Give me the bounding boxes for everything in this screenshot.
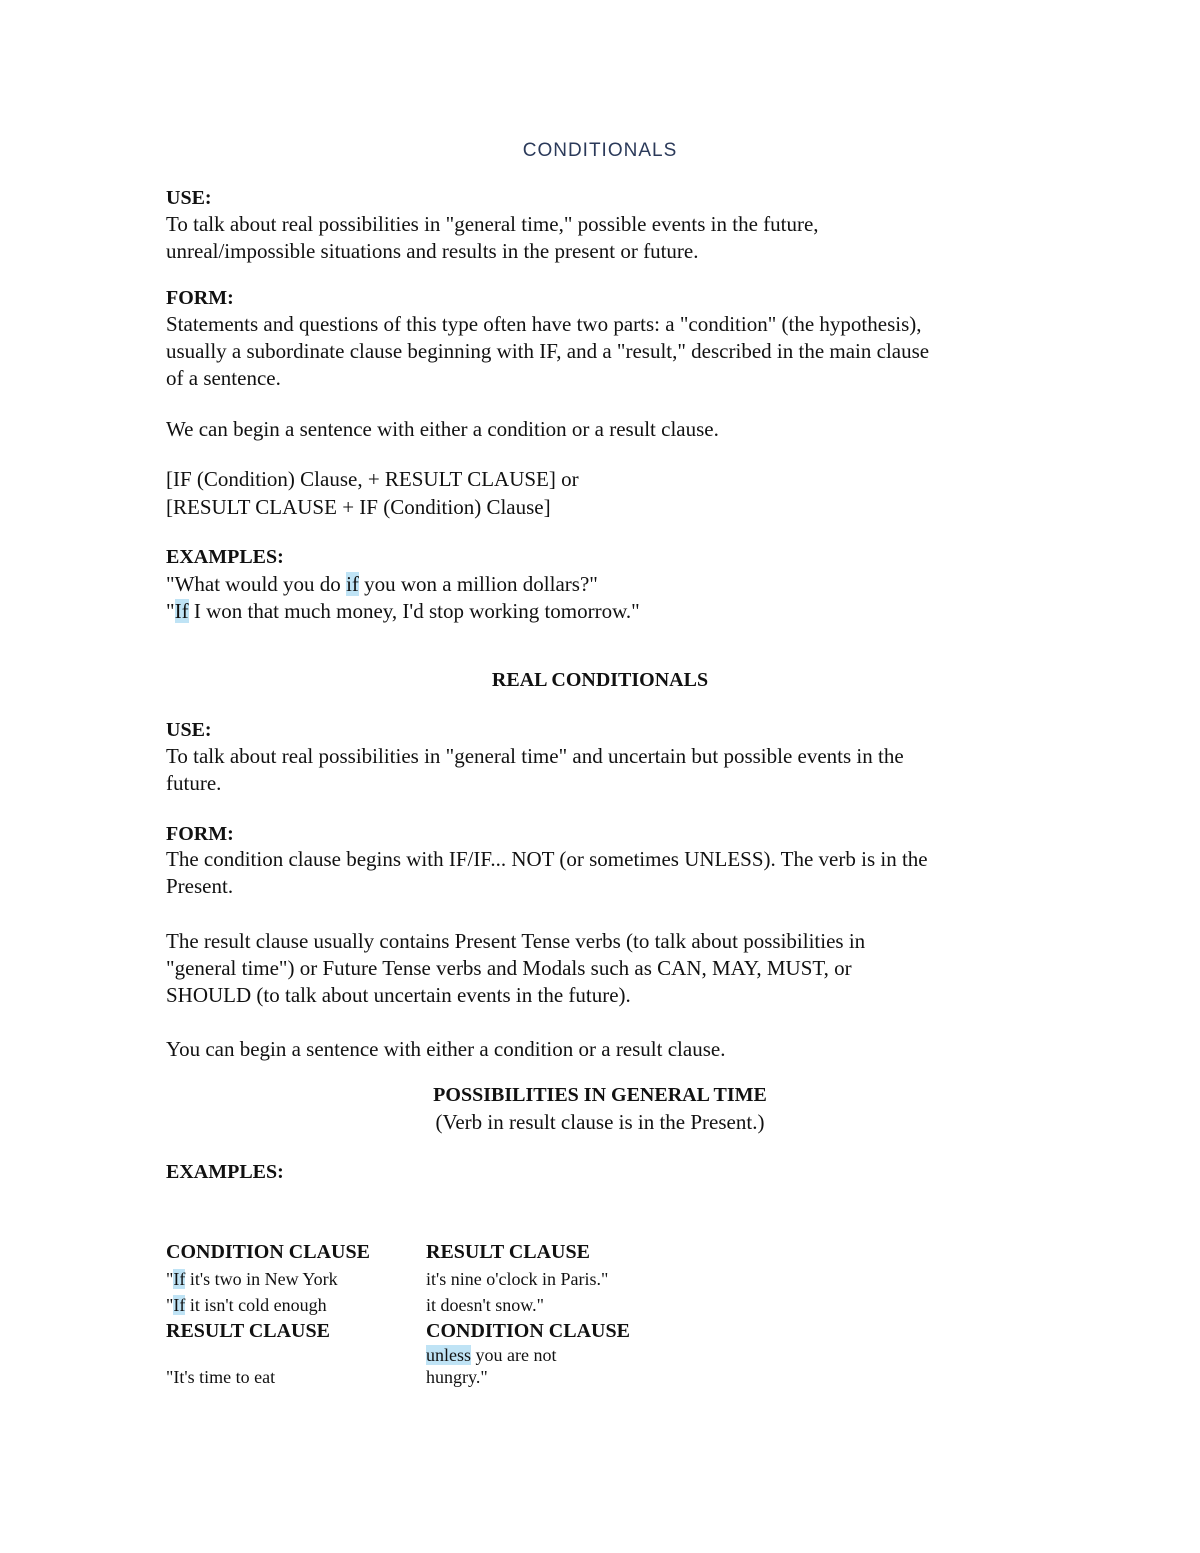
table-cell: unless you are not [426,1345,557,1365]
use-text-line-1: To talk about real possibilities in "general time," possible events in the future, [166,212,819,236]
table-header-result: RESULT CLAUSE [426,1241,590,1263]
table-header-result-2: RESULT CLAUSE [166,1320,330,1342]
example-line-2: "If I won that much money, I'd stop working tomorrow." [166,599,640,623]
highlighted-word: If [174,599,189,623]
table-cell: "If it's two in New York [166,1269,338,1289]
table-cell: "It's time to eat [166,1367,276,1387]
real-form-heading: FORM: [166,823,234,845]
highlighted-word: If [173,1269,186,1289]
real-use-line-1: To talk about real possibilities in "general time" and uncertain but possible events in the [166,744,904,768]
real-use-line-2: future. [166,771,222,795]
real-form-line-2: Present. [166,874,234,898]
real-examples-heading: EXAMPLES: [166,1161,284,1183]
form-text-line-1: Statements and questions of this type often have two parts: a "condition" (the hypothesis), [166,312,922,336]
possibilities-note: (Verb in result clause is in the Present.) [435,1110,765,1134]
real-form-line-1: The condition clause begins with IF/IF... NOT (or sometimes UNLESS). The verb is in the [166,847,928,871]
pattern-line-2: [RESULT CLAUSE + IF (Condition) Clause] [166,495,551,519]
form-text-line-3: of a sentence. [166,366,281,390]
use-text-line-2: unreal/impossible situations and results in the present or future. [166,239,699,263]
table-cell: "If it isn't cold enough [166,1295,327,1315]
real-begin-sentence: You can begin a sentence with either a condition or a result clause. [166,1037,726,1061]
table-header-condition: CONDITION CLAUSE [166,1241,370,1263]
pattern-line-1: [IF (Condition) Clause, + RESULT CLAUSE] or [166,467,579,491]
highlighted-word: unless [426,1345,471,1365]
result-clause-line-3: SHOULD (to talk about uncertain events in the future). [166,983,631,1007]
page-title: CONDITIONALS [522,140,678,161]
possibilities-subheading: POSSIBILITIES IN GENERAL TIME [433,1084,767,1106]
use-heading: USE: [166,187,212,209]
table-cell: hungry." [426,1367,488,1387]
result-clause-line-2: "general time") or Future Tense verbs and Modals such as CAN, MAY, MUST, or [166,956,852,980]
examples-heading: EXAMPLES: [166,546,284,568]
table-header-condition-2: CONDITION CLAUSE [426,1320,630,1342]
begin-sentence-text: We can begin a sentence with either a condition or a result clause. [166,417,719,441]
result-clause-line-1: The result clause usually contains Present Tense verbs (to talk about possibilities in [166,929,866,953]
real-conditionals-heading: REAL CONDITIONALS [491,669,709,691]
highlighted-word: if [346,572,359,596]
highlighted-word: If [173,1295,186,1315]
table-cell: it's nine o'clock in Paris." [426,1269,609,1289]
example-line-1: "What would you do if you won a million dollars?" [166,572,598,596]
real-use-heading: USE: [166,719,212,741]
table-cell: it doesn't snow." [426,1295,544,1315]
form-text-line-2: usually a subordinate clause beginning with IF, and a "result," described in the main clause [166,339,930,363]
form-heading: FORM: [166,287,234,309]
